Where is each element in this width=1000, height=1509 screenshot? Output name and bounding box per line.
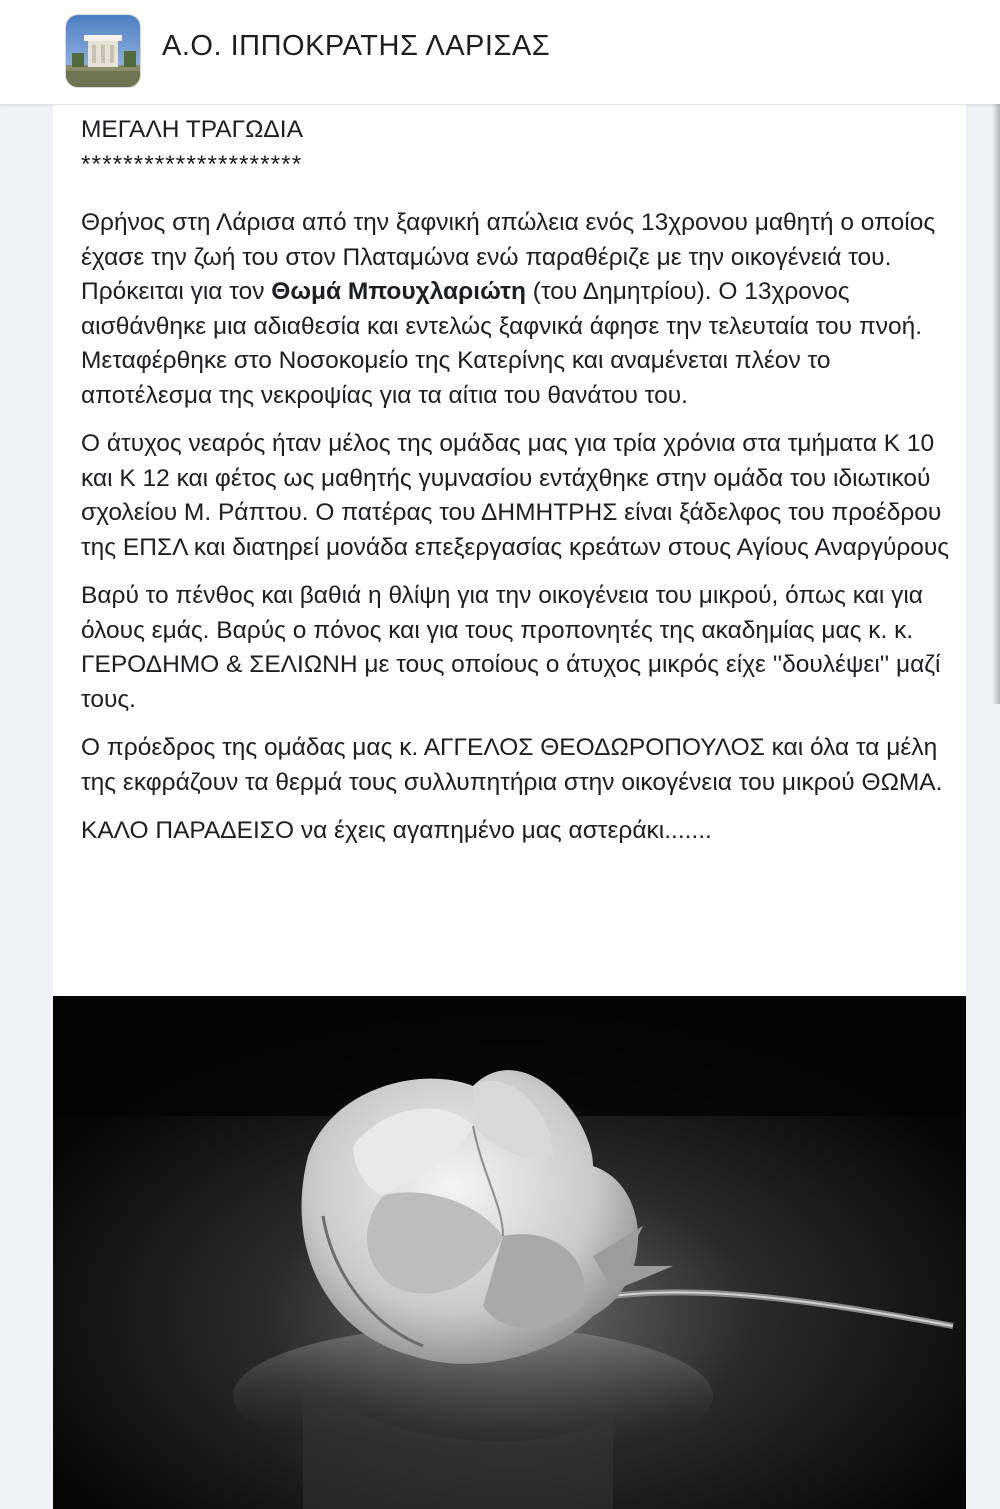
- post-card: [53, 105, 966, 1509]
- page-avatar-building-icon[interactable]: [66, 15, 140, 87]
- post-separator: *********************: [81, 150, 303, 178]
- page-header: [0, 0, 1000, 105]
- post-paragraph-2: Ο άτυχος νεαρός ήταν μέλος της ομάδας μας για τρία χρόνια στα τμήματα Κ 10 και Κ 12 και φέτος ως μαθητής γυμνασίου εντάχθηκε στην ομάδα του ιδιωτικού σχολείου Μ. Ράπτου. Ο πατέρας του ΔΗΜΗΤΡΗΣ είναι ξάδελφος του προέδρου της ΕΠΣΛ και διατηρεί μονάδα επεξεργασίας κρεάτων στους Αγίους Αναργύρους: [81, 430, 950, 561]
- post-paragraph-4: Ο πρόεδρος της ομάδας μας κ. ΑΓΓΕΛΟΣ ΘΕΟΔΩΡΟΠΟΥΛΟΣ και όλα τα μέλη της εκφράζουν τα θερμά τους συλλυπητήρια στην οικογένεια του μικρού ΘΩΜΑ.: [81, 734, 943, 796]
- post-paragraph-5: ΚΑΛΟ ΠΑΡΑΔΕΙΣΟ να έχεις αγαπημένο μας αστεράκι.......: [81, 817, 712, 844]
- paragraph-1-text-b: (του Δημητρίου). Ο 13χρονος αισθάνθηκε μια αδιαθεσία και εντελώς ξαφνικά άφησε την τελευταία του πνοή. Μεταφέρθηκε στο Νοσοκομείο της Κατερίνης και αναμένεται πλέον το αποτέλεσμα της νεκροψίας για τα αίτια του θανάτου του.: [81, 278, 923, 409]
- page-name-link[interactable]: Α.Ο. ΙΠΠΟΚΡΑΤΗΣ ΛΑΡΙΣΑΣ: [162, 30, 551, 62]
- post-paragraph-1: [81, 206, 951, 413]
- paragraph-1-text-a: Θρήνος στη Λάρισα από την ξαφνική απώλεια ενός 13χρονου μαθητή ο οποίος έχασε την ζωή του στον Πλαταμώνα ενώ παραθέριζε με την οικογένειά του. Πρόκειται για τον: [81, 209, 936, 305]
- post-headline: ΜΕΓΑΛΗ ΤΡΑΓΩΔΙΑ: [81, 116, 303, 143]
- white-rose-photo[interactable]: [53, 996, 966, 1509]
- tagged-name: Θωμά Μπουχλαριώτη: [271, 278, 526, 305]
- post-text: [81, 109, 951, 849]
- post-paragraph-3: Βαρύ το πένθος και βαθιά η θλίψη για την οικογένεια του μικρού, όπως και για όλους εμάς. Βαρύς ο πόνος και για τους προπονητές της ακαδημίας μας κ. κ. ΓΕΡΟΔΗΜΟ & ΣΕΛΙΩΝΗ με τους οποίους ο άτυχος μικρός είχε ''δουλέψει'' μαζί τους.: [81, 582, 941, 713]
- scrollbar-edge: [992, 104, 1000, 704]
